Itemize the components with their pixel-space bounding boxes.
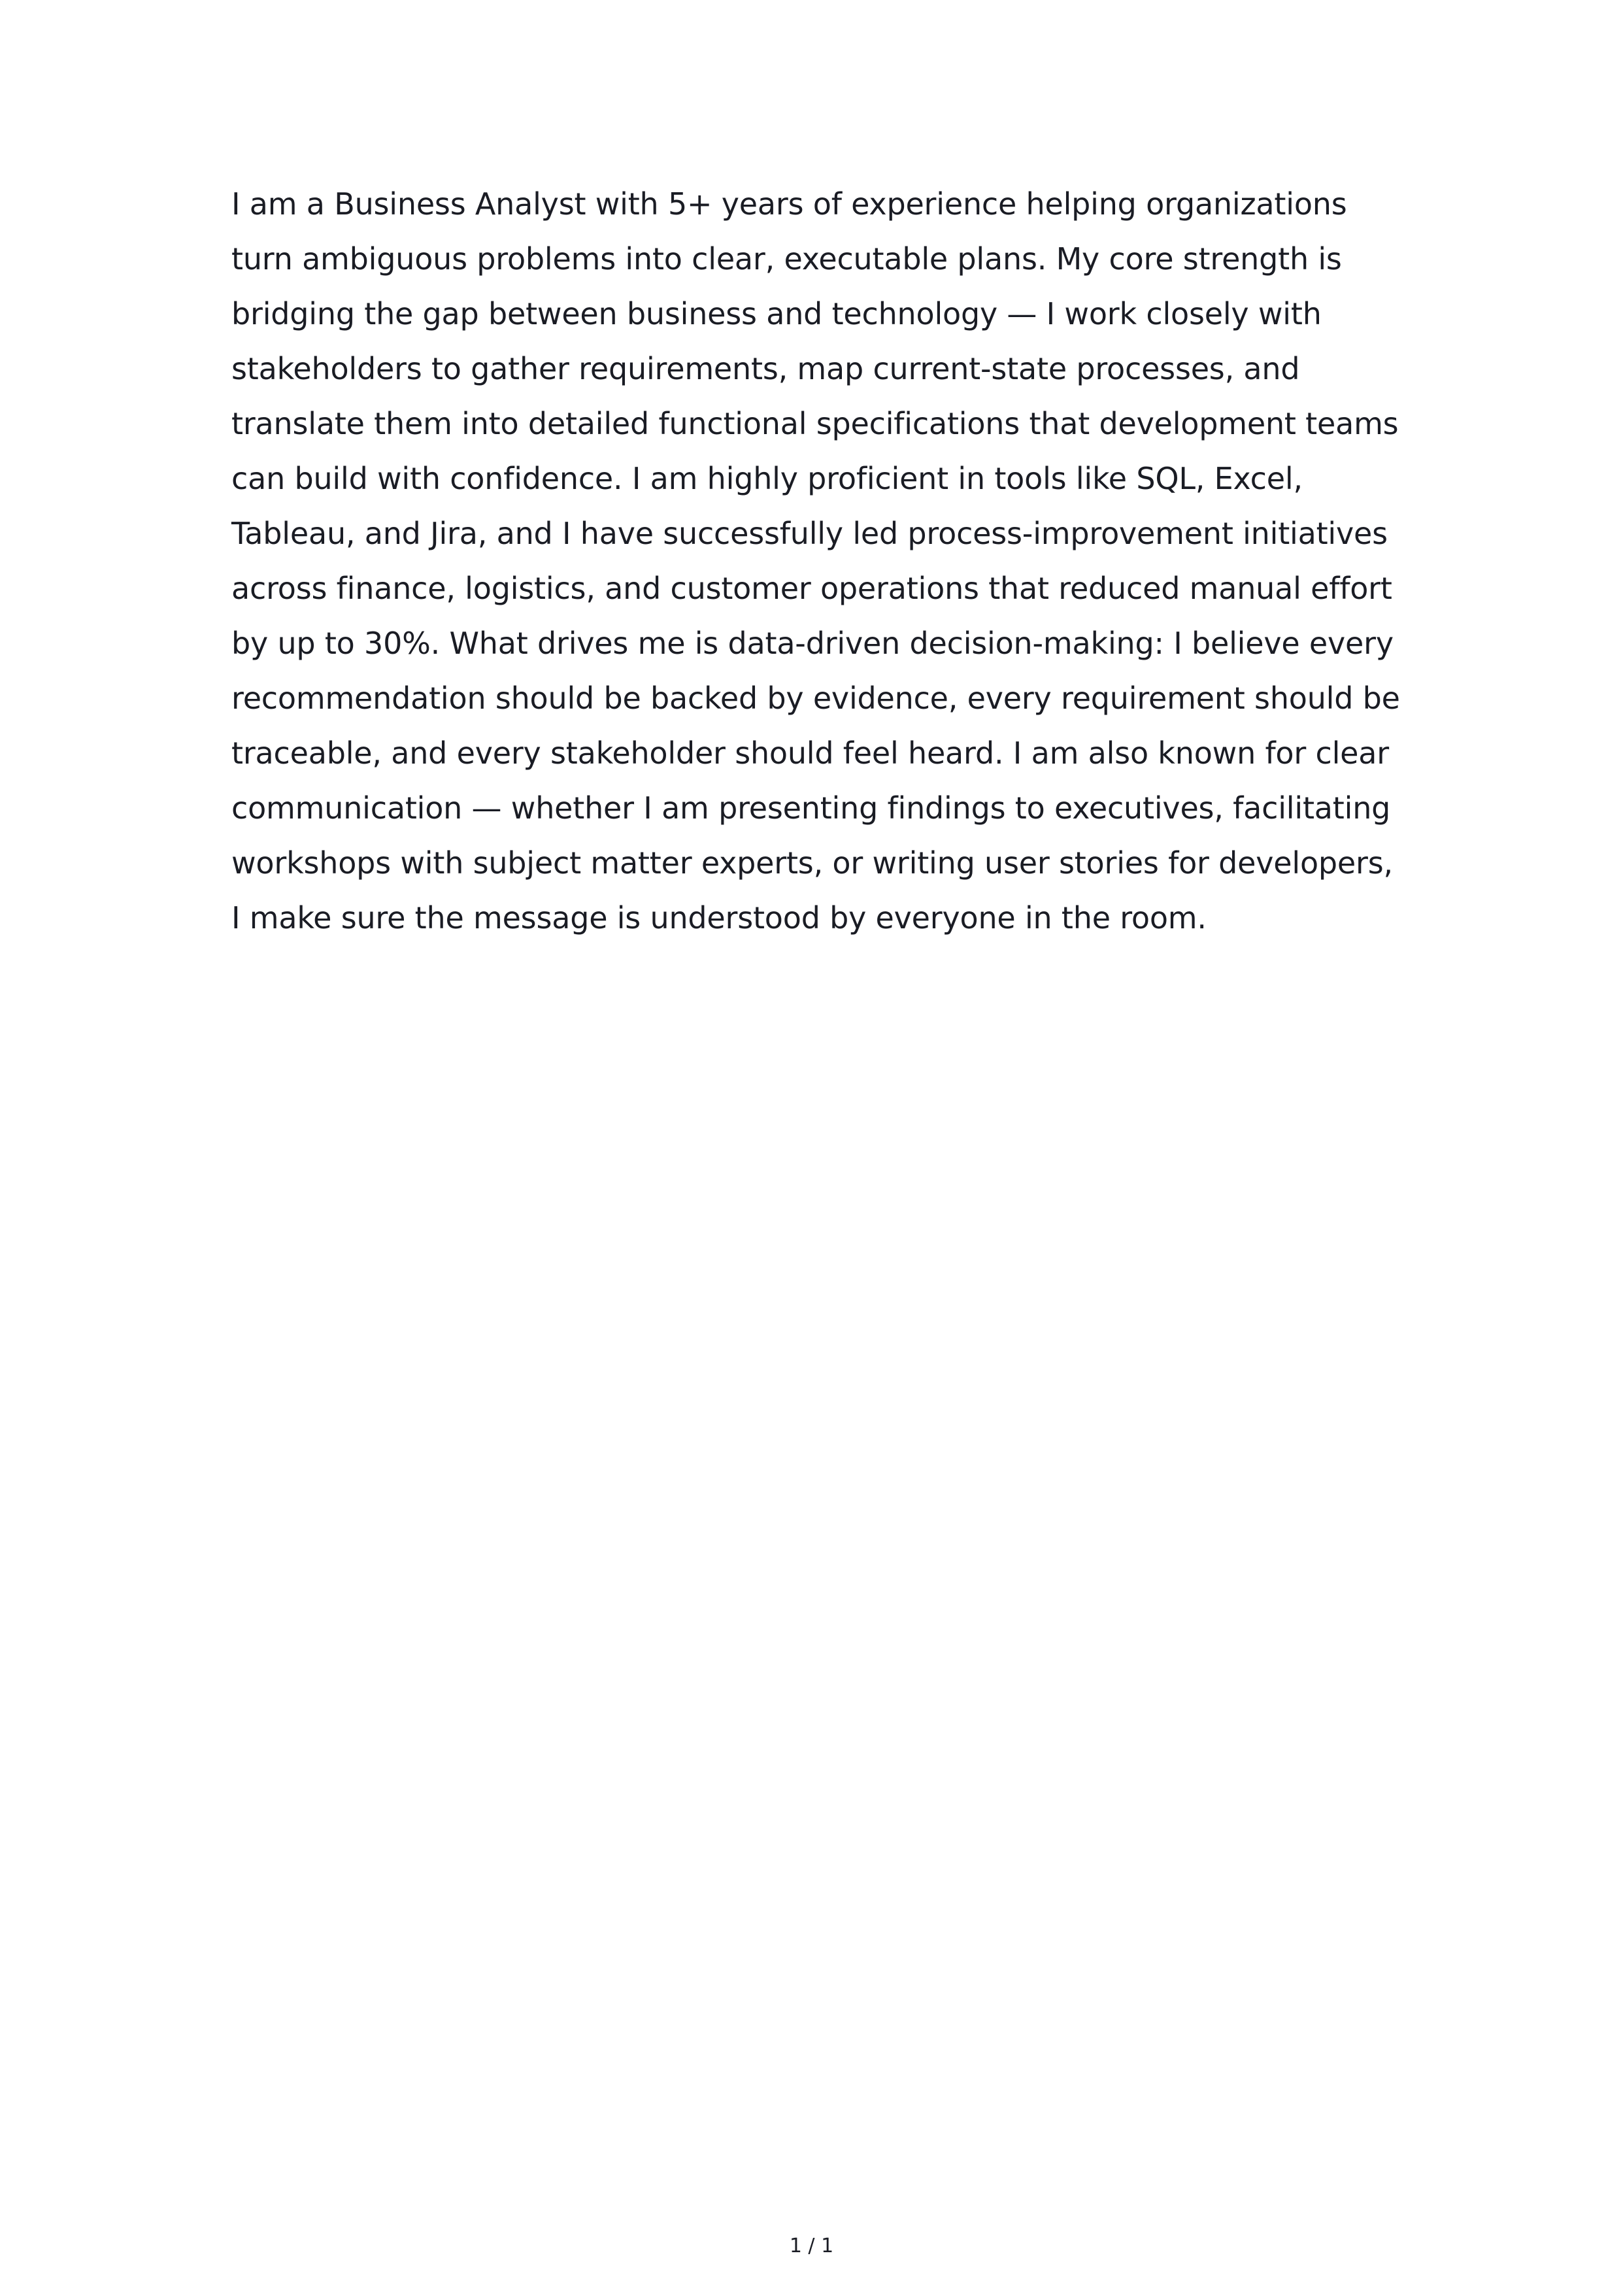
paragraph-line: Tableau, and Jira, and I have successfully led process-improvement initiatives — [231, 516, 1388, 551]
paragraph-line: I make sure the message is understood by everyone in the room. — [231, 900, 1207, 936]
paragraph-line: I am a Business Analyst with 5+ years of experience helping organizations — [231, 186, 1347, 222]
paragraph-line: by up to 30%. What drives me is data-driven decision-making: I believe every — [231, 626, 1394, 661]
paragraph-line: across finance, logistics, and customer operations that reduced manual effort — [231, 571, 1392, 606]
paragraph-line: bridging the gap between business and technology — I work closely with — [231, 296, 1322, 331]
paragraph-line: can build with confidence. I am highly proficient in tools like SQL, Excel, — [231, 461, 1303, 496]
paragraph-line: traceable, and every stakeholder should feel heard. I am also known for clear — [231, 735, 1389, 771]
paragraph-line: translate them into detailed functional specifications that development teams — [231, 406, 1399, 441]
summary-paragraph — [231, 177, 1414, 945]
paragraph-line: workshops with subject matter experts, or writing user stories for developers, — [231, 845, 1393, 881]
paragraph-line: communication — whether I am presenting findings to executives, facilitating — [231, 790, 1391, 826]
paragraph-line: stakeholders to gather requirements, map current-state processes, and — [231, 351, 1300, 386]
paragraph-line: recommendation should be backed by evidence, every requirement should be — [231, 681, 1400, 716]
page-number: 1 / 1 — [789, 2235, 834, 2257]
paragraph-line: turn ambiguous problems into clear, executable plans. My core strength is — [231, 241, 1342, 277]
